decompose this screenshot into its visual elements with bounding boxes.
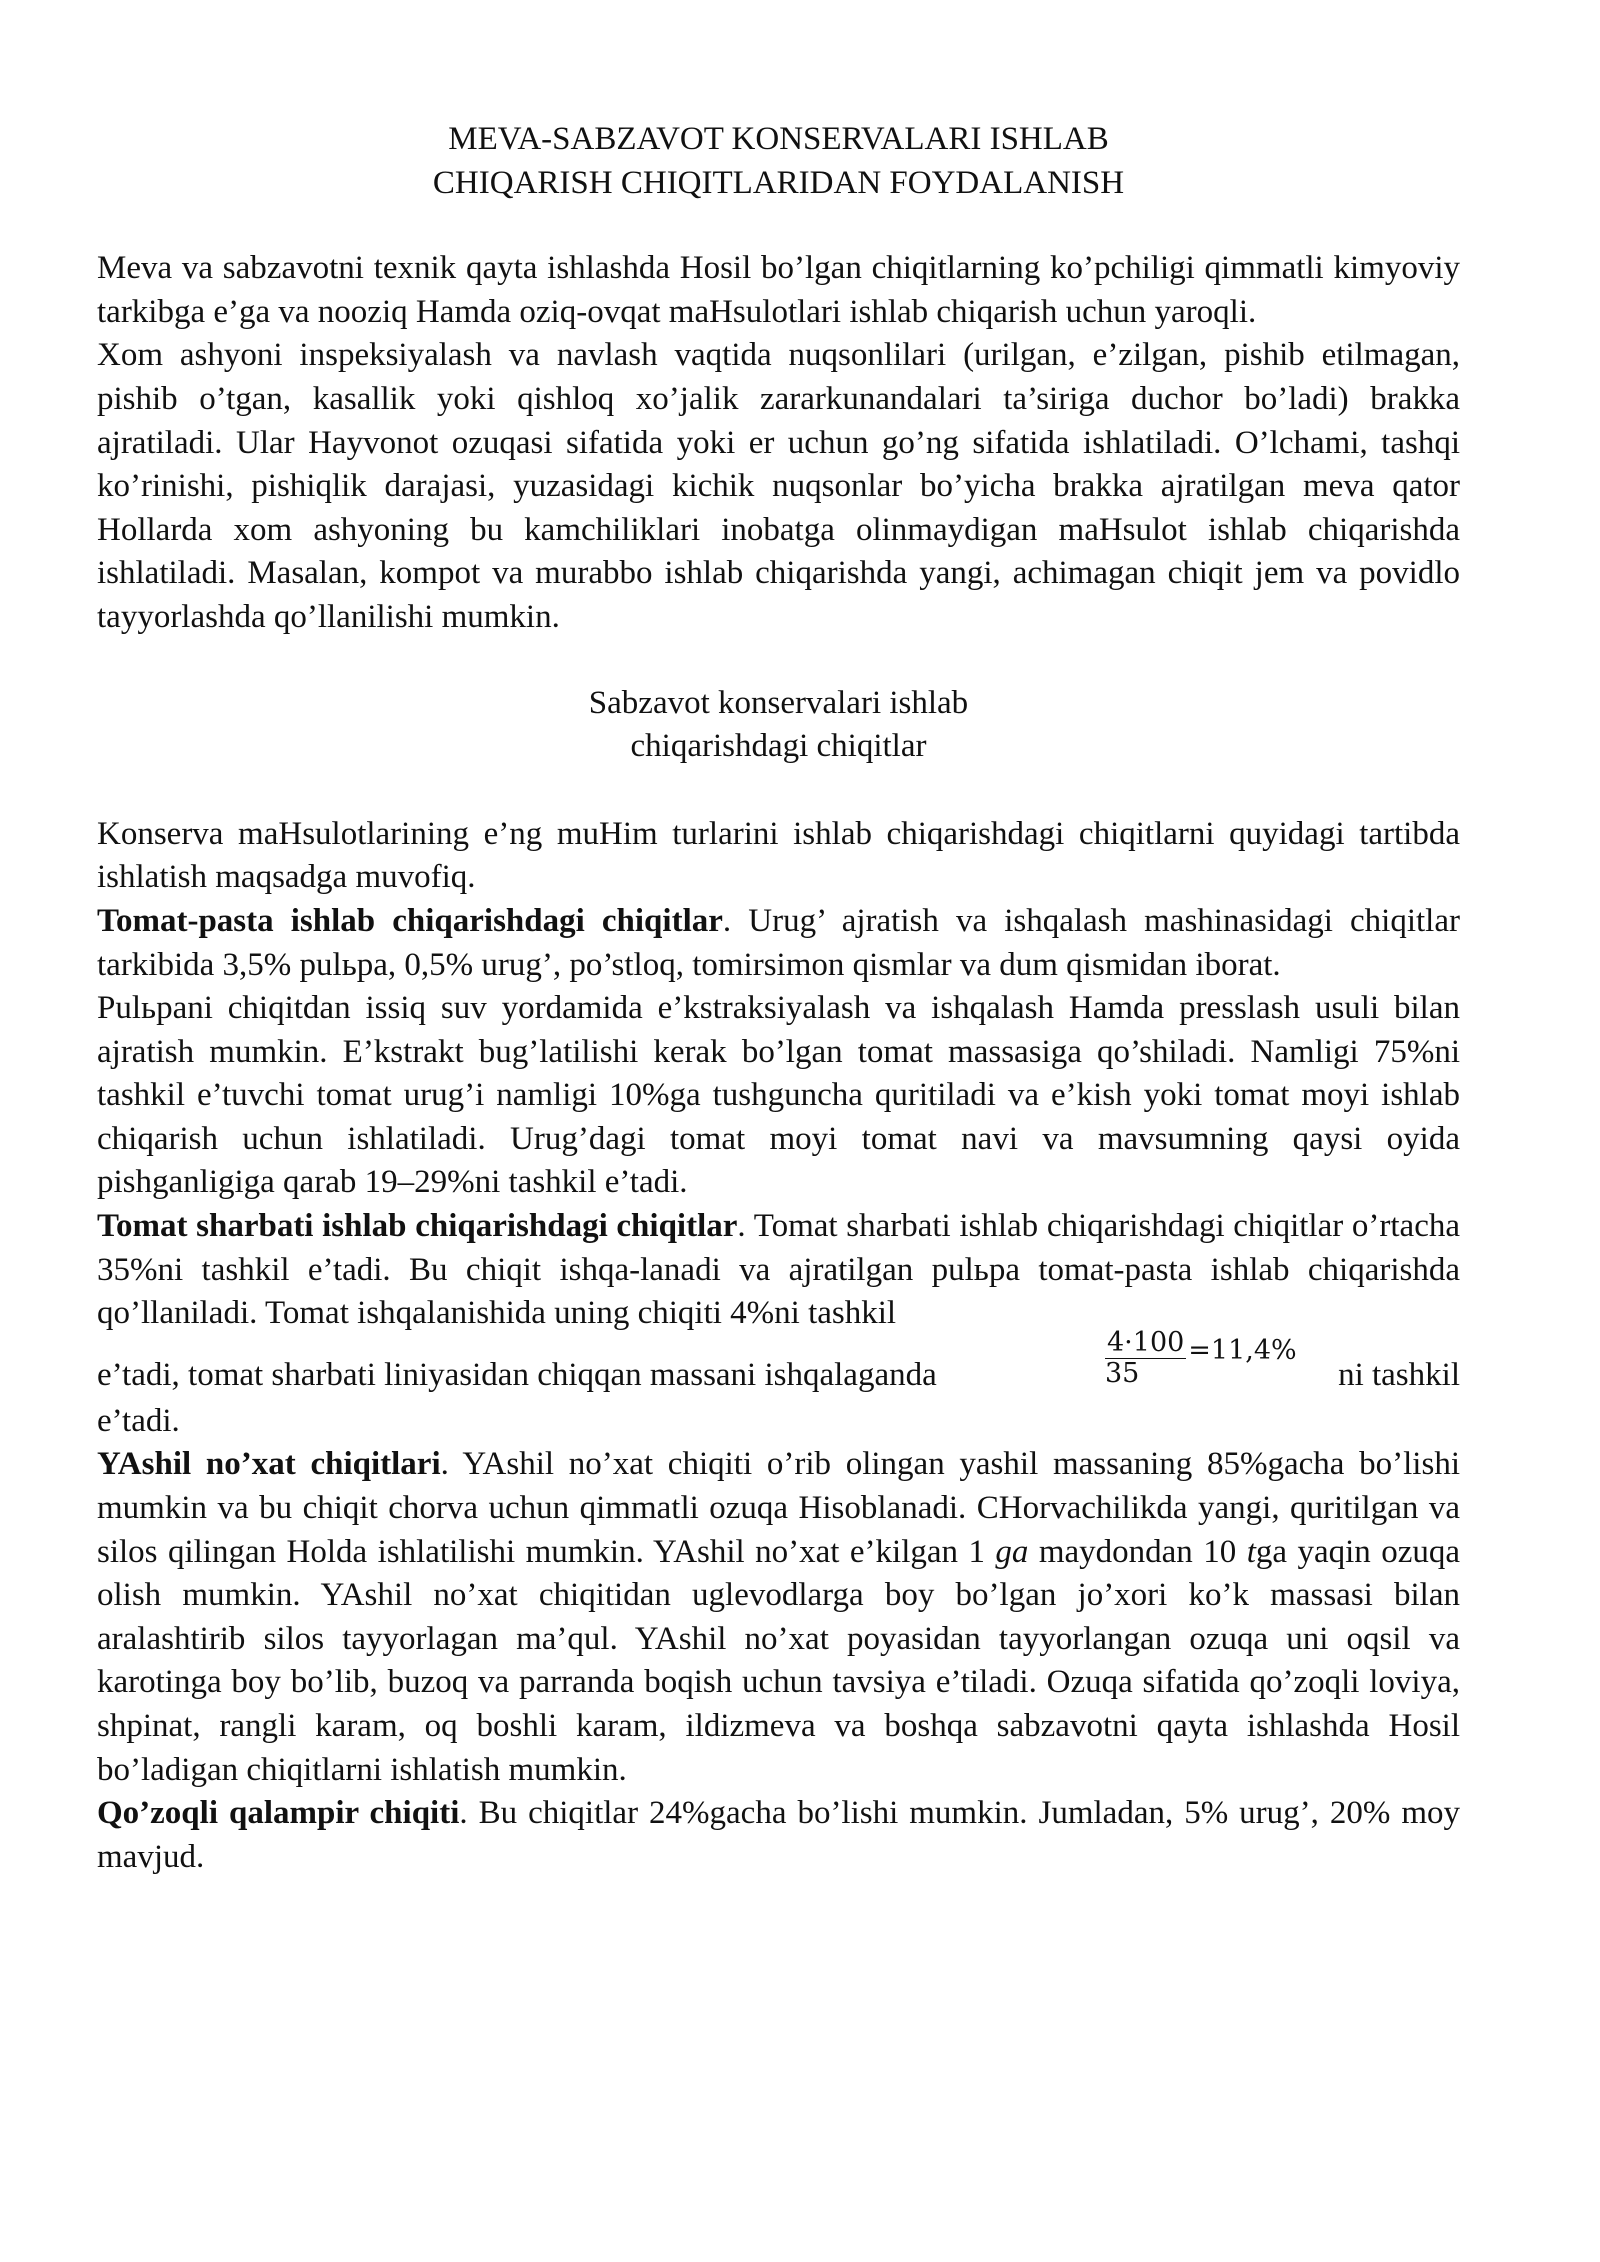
text-yashil-noxat-b: maydondan 10 — [1028, 1533, 1247, 1570]
text-tomat-sharbati: . Tomat sharbati ishlab chiqarishdagi chiqitlar o’rtacha 35%ni tashkil e’tadi. Bu chiqit ishqa-lanadi va ajratilgan pulьpa tomat-pasta ishlab chiqarishda qo’llaniladi. Tomat ishqalanishida uning chiqiti 4%ni tashkil — [97, 1208, 1460, 1332]
unit-t: t — [1246, 1533, 1256, 1570]
subtitle-line-2: chiqarishdagi chiqitlar — [630, 728, 927, 765]
heading-qalampir: Qo’zoqli qalampir chiqiti — [97, 1795, 460, 1832]
text-tomat-pasta: . Urug’ ajratish va ishqalash mashinasidagi chiqitlar tarkibida 3,5% pulьpa, 0,5% urug’, po’stloq, tomirsimon qismlar va dum qismidan iborat. — [97, 902, 1460, 983]
formula-fraction — [1105, 1328, 1186, 1389]
subtitle-line-1: Sabzavot konservalari ishlab — [588, 684, 969, 721]
section-subtitle — [97, 682, 1460, 769]
text-qalampir: . Bu chiqitlar 24%gacha bo’lishi mumkin. Jumladan, 5% urug’, 20% moy mavjud. — [97, 1795, 1460, 1875]
formula-line — [97, 1326, 1460, 1400]
formula-line-right-text: ni tashkil — [1338, 1357, 1460, 1394]
heading-tomat-pasta: Tomat-pasta ishlab chiqarishdagi chiqitlar — [97, 902, 723, 939]
paragraph-tomat-sharbati-end: e’tadi. — [97, 1402, 180, 1439]
formula-result: =11,4% — [1188, 1335, 1297, 1367]
intro-paragraph-2: Xom ashyoni inspeksiyalash va navlash vaqtida nuqsonlilari (urilgan, e’zilgan, pishib etilmagan, pishib o’tgan, kasallik yoki qishloq xo’jalik zararkunandalari ta’siriga duchor bo’ladi) brakka ajratiladi. Ular Hayvonot ozuqasi sifatida yoki er uchun go’ng sifatida ishlatiladi. O’lchami, tashqi ko’rinishi, pishiqlik darajasi, yuzasidagi kichik nuqsonlar bo’yicha brakka ajratilgan meva qator Hollarda xom ashyoning bu kamchiliklari inobatga olinmaydigan maHsulot ishlab chiqarishda ishlatiladi. Masalan, kompot va murabbo ishlab chiqarishda yangi, achimagan chiqit jem va povidlo tayyorlashda qo’llanilishi mumkin. — [97, 337, 1460, 635]
title-line-2: CHIQARISH CHIQITLARIDAN FOYDALANISH — [432, 164, 1125, 201]
paragraph-tomat-pasta — [97, 900, 1460, 987]
formula — [1105, 1328, 1297, 1389]
heading-yashil-noxat: YAshil no’xat chiqitlari — [97, 1446, 441, 1483]
intro-paragraph-1: Meva va sabzavotni texnik qayta ishlashda Hosil bo’lgan chiqitlarning ko’pchiligi qimmatli kimyoviy tarkibga e’ga va nooziq Hamda oziq-ovqat maHsulotlari ishlab chiqarish uchun yaroqli. — [97, 250, 1460, 330]
paragraph-yashil-noxat — [97, 1443, 1460, 1792]
paragraph-konserva: Konserva maHsulotlarining e’ng muHim turlarini ishlab chiqarishdagi chiqitlarni quyidagi tartibda ishlatish maqsadga muvofiq. — [97, 815, 1460, 896]
paragraph-qalampir — [97, 1792, 1460, 1879]
text-yashil-noxat-c: ga yaqin ozuqa olish mumkin. YAshil no’xat chiqitidan uglevodlarga boy bo’lgan jo’xori ko’k massasi bilan aralashtirib silos tayyorlagan ma’qul. YAshil no’xat poyasidan tayyorlangan ozuqa uni oqsil va karotinga boy bo’lib, buzoq va parranda boqish uchun tavsiya e’tiladi. Ozuqa sifatida qo’zoqli loviya, shpinat, rangli karam, oq boshli karam, ildizmeva va boshqa sabzavotni qayta ishlashda Hosil bo’ladigan chiqitlarni ishlatish mumkin. — [97, 1533, 1460, 1788]
paragraph-tomat-sharbati — [97, 1205, 1460, 1336]
formula-numerator: 4·100 — [1107, 1326, 1185, 1358]
text-yashil-noxat-a: . YAshil no’xat chiqiti o’rib olingan yashil massaning 85%gacha bo’lishi mumkin va bu chiqit chorva uchun qimmatli ozuqa Hisoblanadi. CHorvachilikda yangi, quritilgan va silos qilingan Holda ishlatilishi mumkin. YAshil no’xat e’kilgan 1 — [97, 1446, 1460, 1570]
unit-ga: ga — [995, 1533, 1029, 1570]
document-title — [97, 118, 1460, 205]
paragraph-pulpa: Pulьpani chiqitdan issiq suv yordamida e’kstraksiyalash va ishqalash Hamda presslash usuli bilan ajratish mumkin. E’kstrakt bug’latilishi kerak bo’lgan tomat massasiga qo’shiladi. Namligi 75%ni tashkil e’tuvchi tomat urug’i namligi 10%ga tushguncha quritiladi va e’kish yoki tomat moyi ishlab chiqarish uchun ishlatiladi. Urug’dagi tomat moyi tomat navi va mavsumning qaysi oyida pishganligiga qarab 19–29%ni tashkil e’tadi. — [97, 990, 1460, 1201]
heading-tomat-sharbati: Tomat sharbati ishlab chiqarishdagi chiqitlar — [97, 1208, 738, 1245]
formula-line-left-text: e’tadi, tomat sharbati liniyasidan chiqqan massani ishqalaganda — [97, 1357, 937, 1394]
title-line-1: MEVA-SABZAVOT KONSERVALARI ISHLAB — [448, 121, 1109, 157]
formula-denominator: 35 — [1105, 1357, 1140, 1389]
